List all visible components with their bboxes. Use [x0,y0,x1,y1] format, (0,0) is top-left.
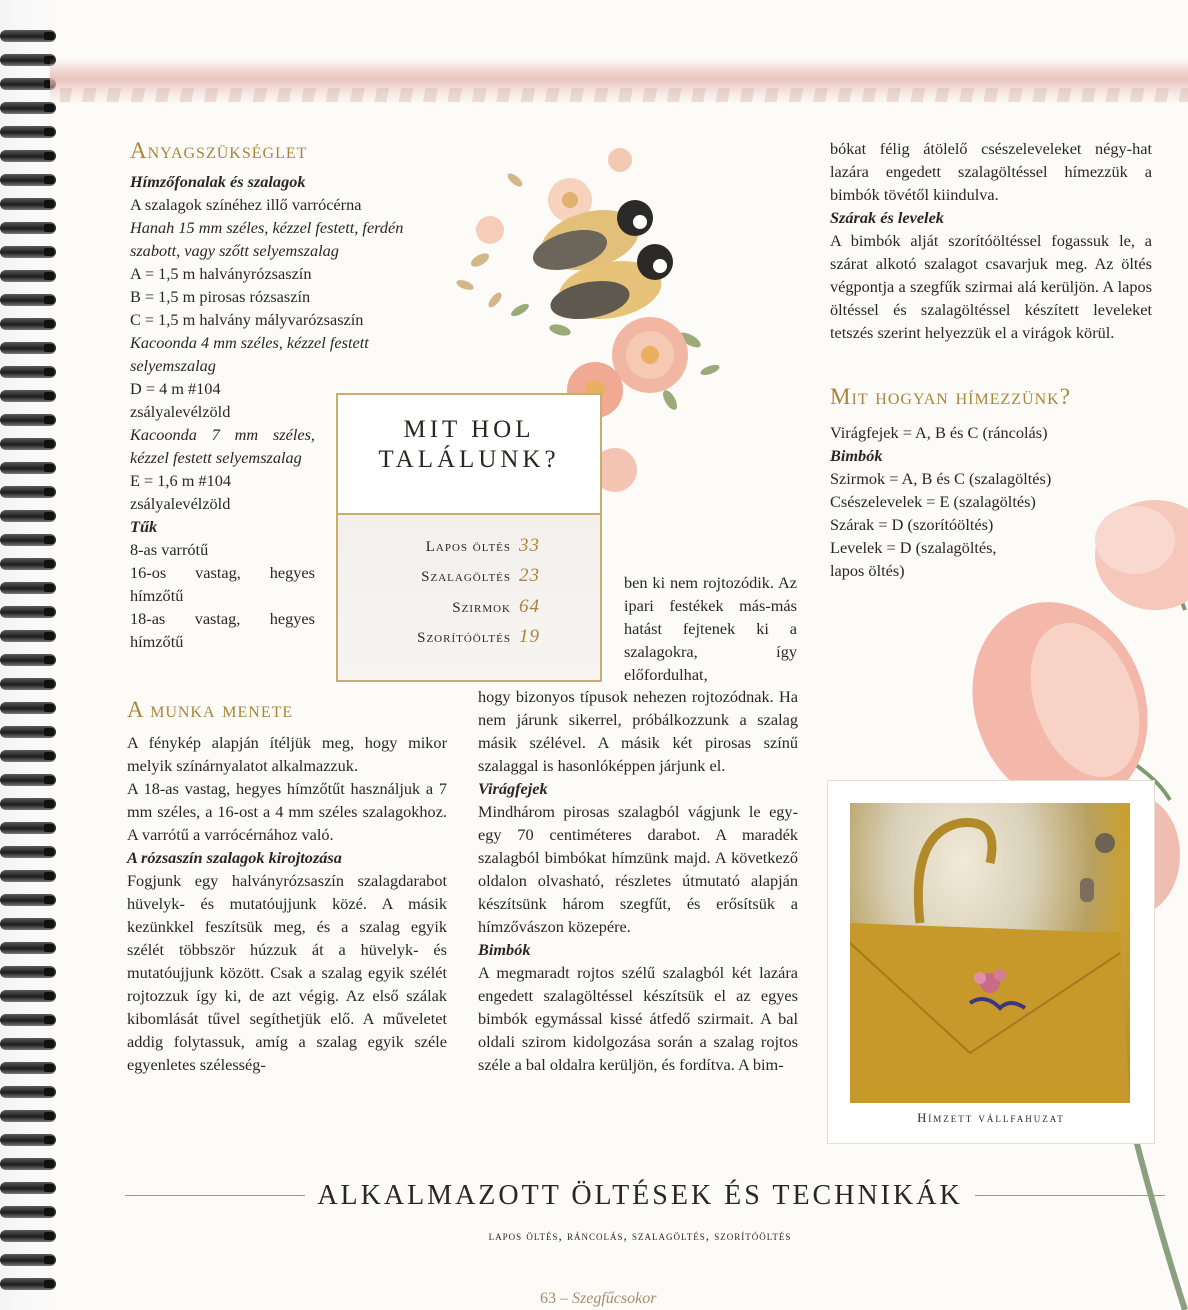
binding-ring [0,1254,56,1266]
footer-rule-left [125,1195,305,1196]
binding-ring [0,414,56,426]
page-number: 63 [540,1290,556,1307]
stitch-list-item: Csészelevelek = E (szalagöltés) [830,492,1036,511]
stitch-list-item: Virágfejek = A, B és C (ráncolás) [830,423,1048,442]
binding-ring [0,1062,56,1074]
binding-ring [0,702,56,714]
middle-paragraph-1b: hogy bizonyos típusok nehezen rojtozódnak. Ha nem járunk sikerrel, próbálkozzunk a szalag másik szélével. A másik két pirosas színű szalaggal is hasonlóképpen járjunk el. [478,687,798,775]
binding-ring [0,966,56,978]
procedure-paragraph-1: A fénykép alapján ítéljük meg, hogy mikor melyik színárnyalatot alkalmazzuk. [127,733,447,775]
binding-ring [0,366,56,378]
right-paragraph-2: A bimbók alját szorítóöltéssel fogassuk le, a szárat alkotó szalagot csavarjuk meg. Az öltés végpontja a szegfűk szirmai alá kerüljön. A lapos öltéssel és szalagöltéssel készített leveleket tetszés szerint helyezzük el a virágok körül. [830,231,1152,342]
binding-ring [0,534,56,546]
binding-ring [0,846,56,858]
page-footer-dash: – [556,1290,572,1307]
how-to-embroider-heading: Mit hogyan hímezzünk? [830,384,1071,409]
flowerheads-subheading: Virágfejek [478,779,548,798]
middle-paragraph-3: A megmaradt rojtos szélű szalagból két lazára engedett szalagöltéssel készítsük el az egyes bimbók egymással kissé átfedő szirmait. A bal oldali szirom kidolgozása során a szalag rojtos széle a bal oldalra kerüljön, és fordítva. A bim- [478,963,798,1074]
box-item: Szalagöltés 23 [421,565,540,586]
binding-ring [0,1110,56,1122]
binding-ring [0,30,56,42]
binding-ring [0,510,56,522]
binding-ring [0,1014,56,1026]
binding-ring [0,750,56,762]
stems-leaves-subheading: Szárak és levelek [830,208,944,227]
binding-ring [0,342,56,354]
box-item: Lapos öltés 33 [425,535,540,556]
binding-ring [0,726,56,738]
binding-ring [0,894,56,906]
stitch-list-subheading: Bimbók [830,446,883,465]
binding-ring [0,942,56,954]
binding-ring [0,1038,56,1050]
binding-ring [0,1206,56,1218]
binding-ring [0,486,56,498]
materials-item-e: E = 1,6 m #104 zsályalevélzöld [130,471,231,513]
footer-rule-right [975,1195,1165,1196]
photo-caption: Hímzett vállfahuzat [917,1111,1065,1125]
page-footer [540,1290,840,1308]
binding-ring [0,606,56,618]
binding-ring [0,774,56,786]
binding-ring [0,294,56,306]
binding-ring [0,438,56,450]
binding-ring [0,654,56,666]
spiral-binding [0,0,62,1310]
box-title-line-2: TALÁLUNK? [378,446,560,473]
materials-subheading: Hímzőfonalak és szalagok [130,172,306,191]
chapter-name: Szegfűcsokor [572,1290,657,1307]
binding-ring [0,1278,56,1290]
materials-ribbon-kacoonda-7: Kacoonda 7 mm széles, kézzel festett selyemszalag [130,425,315,467]
needle-1: 8-as varrótű [130,540,209,559]
needle-3: 18-as vastag, hegyes hímzőtű [130,609,315,651]
binding-ring [0,822,56,834]
stitch-list-item: lapos öltés) [830,561,905,580]
right-paragraph-1: bókat félig átölelő csészeleveleket négy-hat lazára engedett szalagöltéssel hímezzük a bimbók tövétől kiindulva. [830,139,1152,204]
procedure-paragraph-3: Fogjunk egy halványrózsaszín szalagdarabot hüvelyk- és mutatóujjunk közé. A másik kezünkkel feszítsük meg, és a szalag egyik szélét többször húzzuk át a hüvelyk- és mutatóujjunk között. Csak a szalag egyik szélét rojtozzuk így ki, de azt végig. Az első szálak kibomlását tűvel segíthetjük elő. A műveletet addig folytassuk, amíg a szalag egyik széle egyenletes szélesség- [127,871,447,1074]
materials-item-a: A = 1,5 m halványrózsaszín [130,264,312,283]
box-item: Szirmok 64 [452,596,540,617]
binding-ring [0,390,56,402]
footer-title: ALKALMAZOTT ÖLTÉSEK ÉS TECHNIKÁK [317,1180,963,1211]
stitch-list-item: Szirmok = A, B és C (szalagöltés) [830,469,1052,488]
materials-item-b: B = 1,5 m pirosas rózsaszín [130,287,311,306]
middle-paragraph-1a: ben ki nem rojtozódik. Az ipari festékek más-más hatást fejtenek ki a szalagokra, így előfordulhat, [624,573,797,684]
binding-ring [0,318,56,330]
footer-subtitle: lapos öltés, ráncolás, szalagöltés, szorítóöltés [488,1228,792,1243]
binding-ring [0,558,56,570]
binding-ring [0,126,56,138]
buds-subheading: Bimbók [478,940,531,959]
binding-ring [0,870,56,882]
binding-ring [0,630,56,642]
binding-ring [0,990,56,1002]
binding-ring [0,174,56,186]
binding-ring [0,918,56,930]
binding-ring [0,246,56,258]
box-item: Szorítóöltés 19 [417,626,540,647]
materials-item-d: D = 4 m #104 zsályalevélzöld [130,379,231,421]
binding-ring [0,222,56,234]
stitch-list-item: Szárak = D (szorítóöltés) [830,515,994,534]
box-title-line-1: MIT HOL [403,416,535,443]
binding-ring [0,1230,56,1242]
procedure-heading: A munka menete [127,697,294,722]
binding-ring [0,198,56,210]
hanger-cover-image [850,803,1130,1103]
binding-ring [0,1134,56,1146]
where-to-find-box [336,393,602,682]
materials-ribbon-kacoonda-4: Kacoonda 4 mm széles, kézzel festett selyemszalag [130,333,369,375]
binding-ring [0,78,56,90]
needle-2: 16-os vastag, hegyes hímzőtű [130,563,315,605]
binding-ring [0,270,56,282]
needles-subheading: Tűk [130,517,158,536]
materials-line: A szalagok színéhez illő varrócérna [130,195,362,214]
middle-paragraph-2: Mindhárom pirosas szalagból vágjunk le egy-egy 70 centiméteres darabot. A maradék szalagból bimbókat hímzünk majd. A következő oldalon olvasható, részletes útmutató alapján készítsünk három szegfűt, és erősítsük a hímzővászon közepére. [478,802,798,936]
binding-ring [0,102,56,114]
binding-ring [0,54,56,66]
binding-ring [0,678,56,690]
binding-ring [0,1086,56,1098]
stitch-list-item: Levelek = D (szalagöltés, [830,538,997,557]
procedure-paragraph-2: A 18-as vastag, hegyes hímzőtűt használjuk a 7 mm széles, a 16-ost a 4 mm széles szalagokhoz. A varrótű a varrócérnához való. [127,779,447,844]
embroidered-hanger-photo [827,780,1155,1144]
binding-ring [0,582,56,594]
binding-ring [0,462,56,474]
decorative-ribbon-texture [60,88,1188,102]
binding-ring [0,798,56,810]
binding-ring [0,150,56,162]
binding-ring [0,1158,56,1170]
materials-item-c: C = 1,5 m halvány mályvarózsaszín [130,310,364,329]
materials-ribbon-hanah: Hanah 15 mm széles, kézzel festett, ferdén szabott, vagy szőtt selyemszalag [130,218,404,260]
fringing-subheading: A rózsaszín szalagok kirojtozása [127,848,342,867]
materials-heading: Anyagszükséglet [130,138,308,163]
binding-ring [0,1182,56,1194]
